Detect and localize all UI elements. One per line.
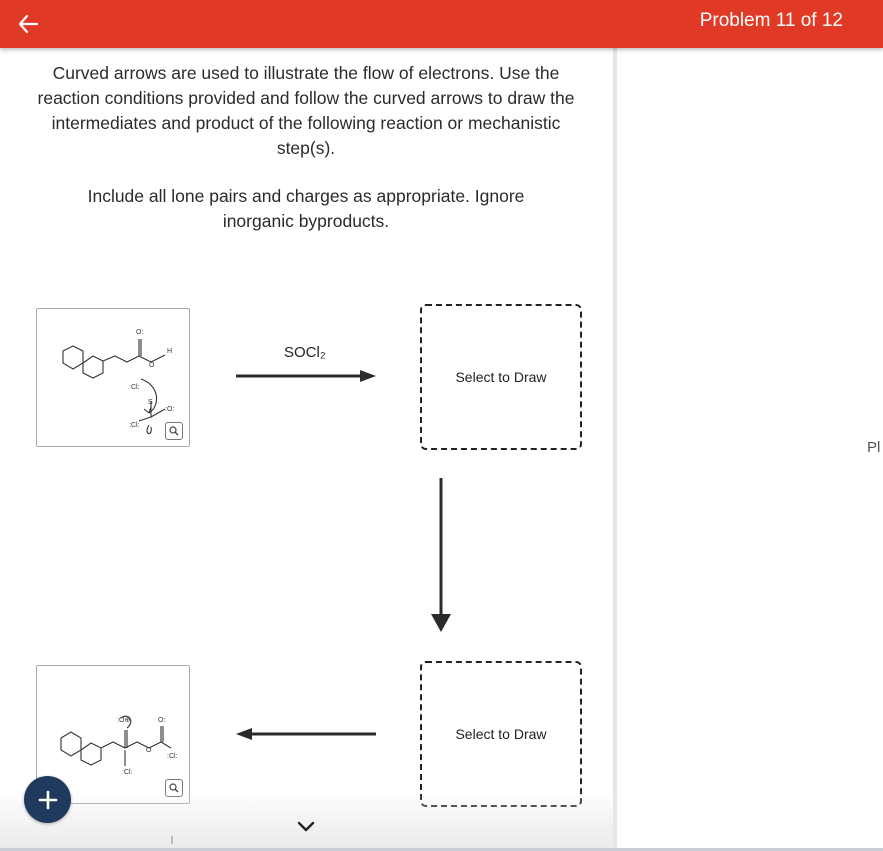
reagent-label: SOCl₂ [284,344,326,361]
svg-text:O: O [146,747,152,754]
top-bar [0,0,883,48]
note-text: Include all lone pairs and charges as appropriate. Ignore inorganic byproducts. [87,186,525,231]
draw-box-intermediate-1[interactable] [420,304,582,450]
plus-icon [37,789,59,811]
svg-text::Cl:: :Cl: [122,769,133,776]
svg-text::Cl:: :Cl: [129,422,140,429]
svg-text::Cl:: :Cl: [129,384,140,391]
magnifier-icon [169,783,179,793]
forward-reaction-arrow [236,369,378,383]
svg-text:O:: O: [158,717,166,724]
svg-text::O⊕: :O⊕ [117,717,131,724]
starting-material-box[interactable] [36,308,190,447]
chevron-down-icon [296,821,316,833]
side-panel [617,48,883,848]
zoom-button[interactable] [165,779,183,797]
svg-text:S: S [148,399,153,406]
magnifier-icon [169,426,179,436]
svg-text::O:: :O: [165,406,175,413]
question-panel [0,48,613,848]
down-reaction-arrow [430,478,452,634]
back-button[interactable] [12,8,44,40]
instructions-text: Curved arrows are used to illustrate the flow of electrons. Use the reaction conditions provided and follow the curved arrows to draw the intermediates and product of the following reaction or mechanistic step(s). [37,63,575,158]
draw-box-label: Select to Draw [455,726,547,742]
scroll-down-button[interactable] [294,817,318,837]
zoom-button[interactable] [165,422,183,440]
svg-text::Cl:: :Cl: [167,753,178,760]
side-panel-hint: Pl [867,439,881,456]
svg-text:O: O [149,362,155,369]
draw-box-label: Select to Draw [455,369,547,385]
svg-text:O:: O: [136,329,144,336]
add-button[interactable] [24,776,71,823]
svg-text:H: H [167,348,173,355]
problem-counter: Problem 11 of 12 [699,10,843,31]
backward-reaction-arrow [236,727,378,741]
arrow-left-icon [17,13,39,35]
draw-box-intermediate-2[interactable] [420,661,582,807]
scroll-tick [171,836,173,844]
